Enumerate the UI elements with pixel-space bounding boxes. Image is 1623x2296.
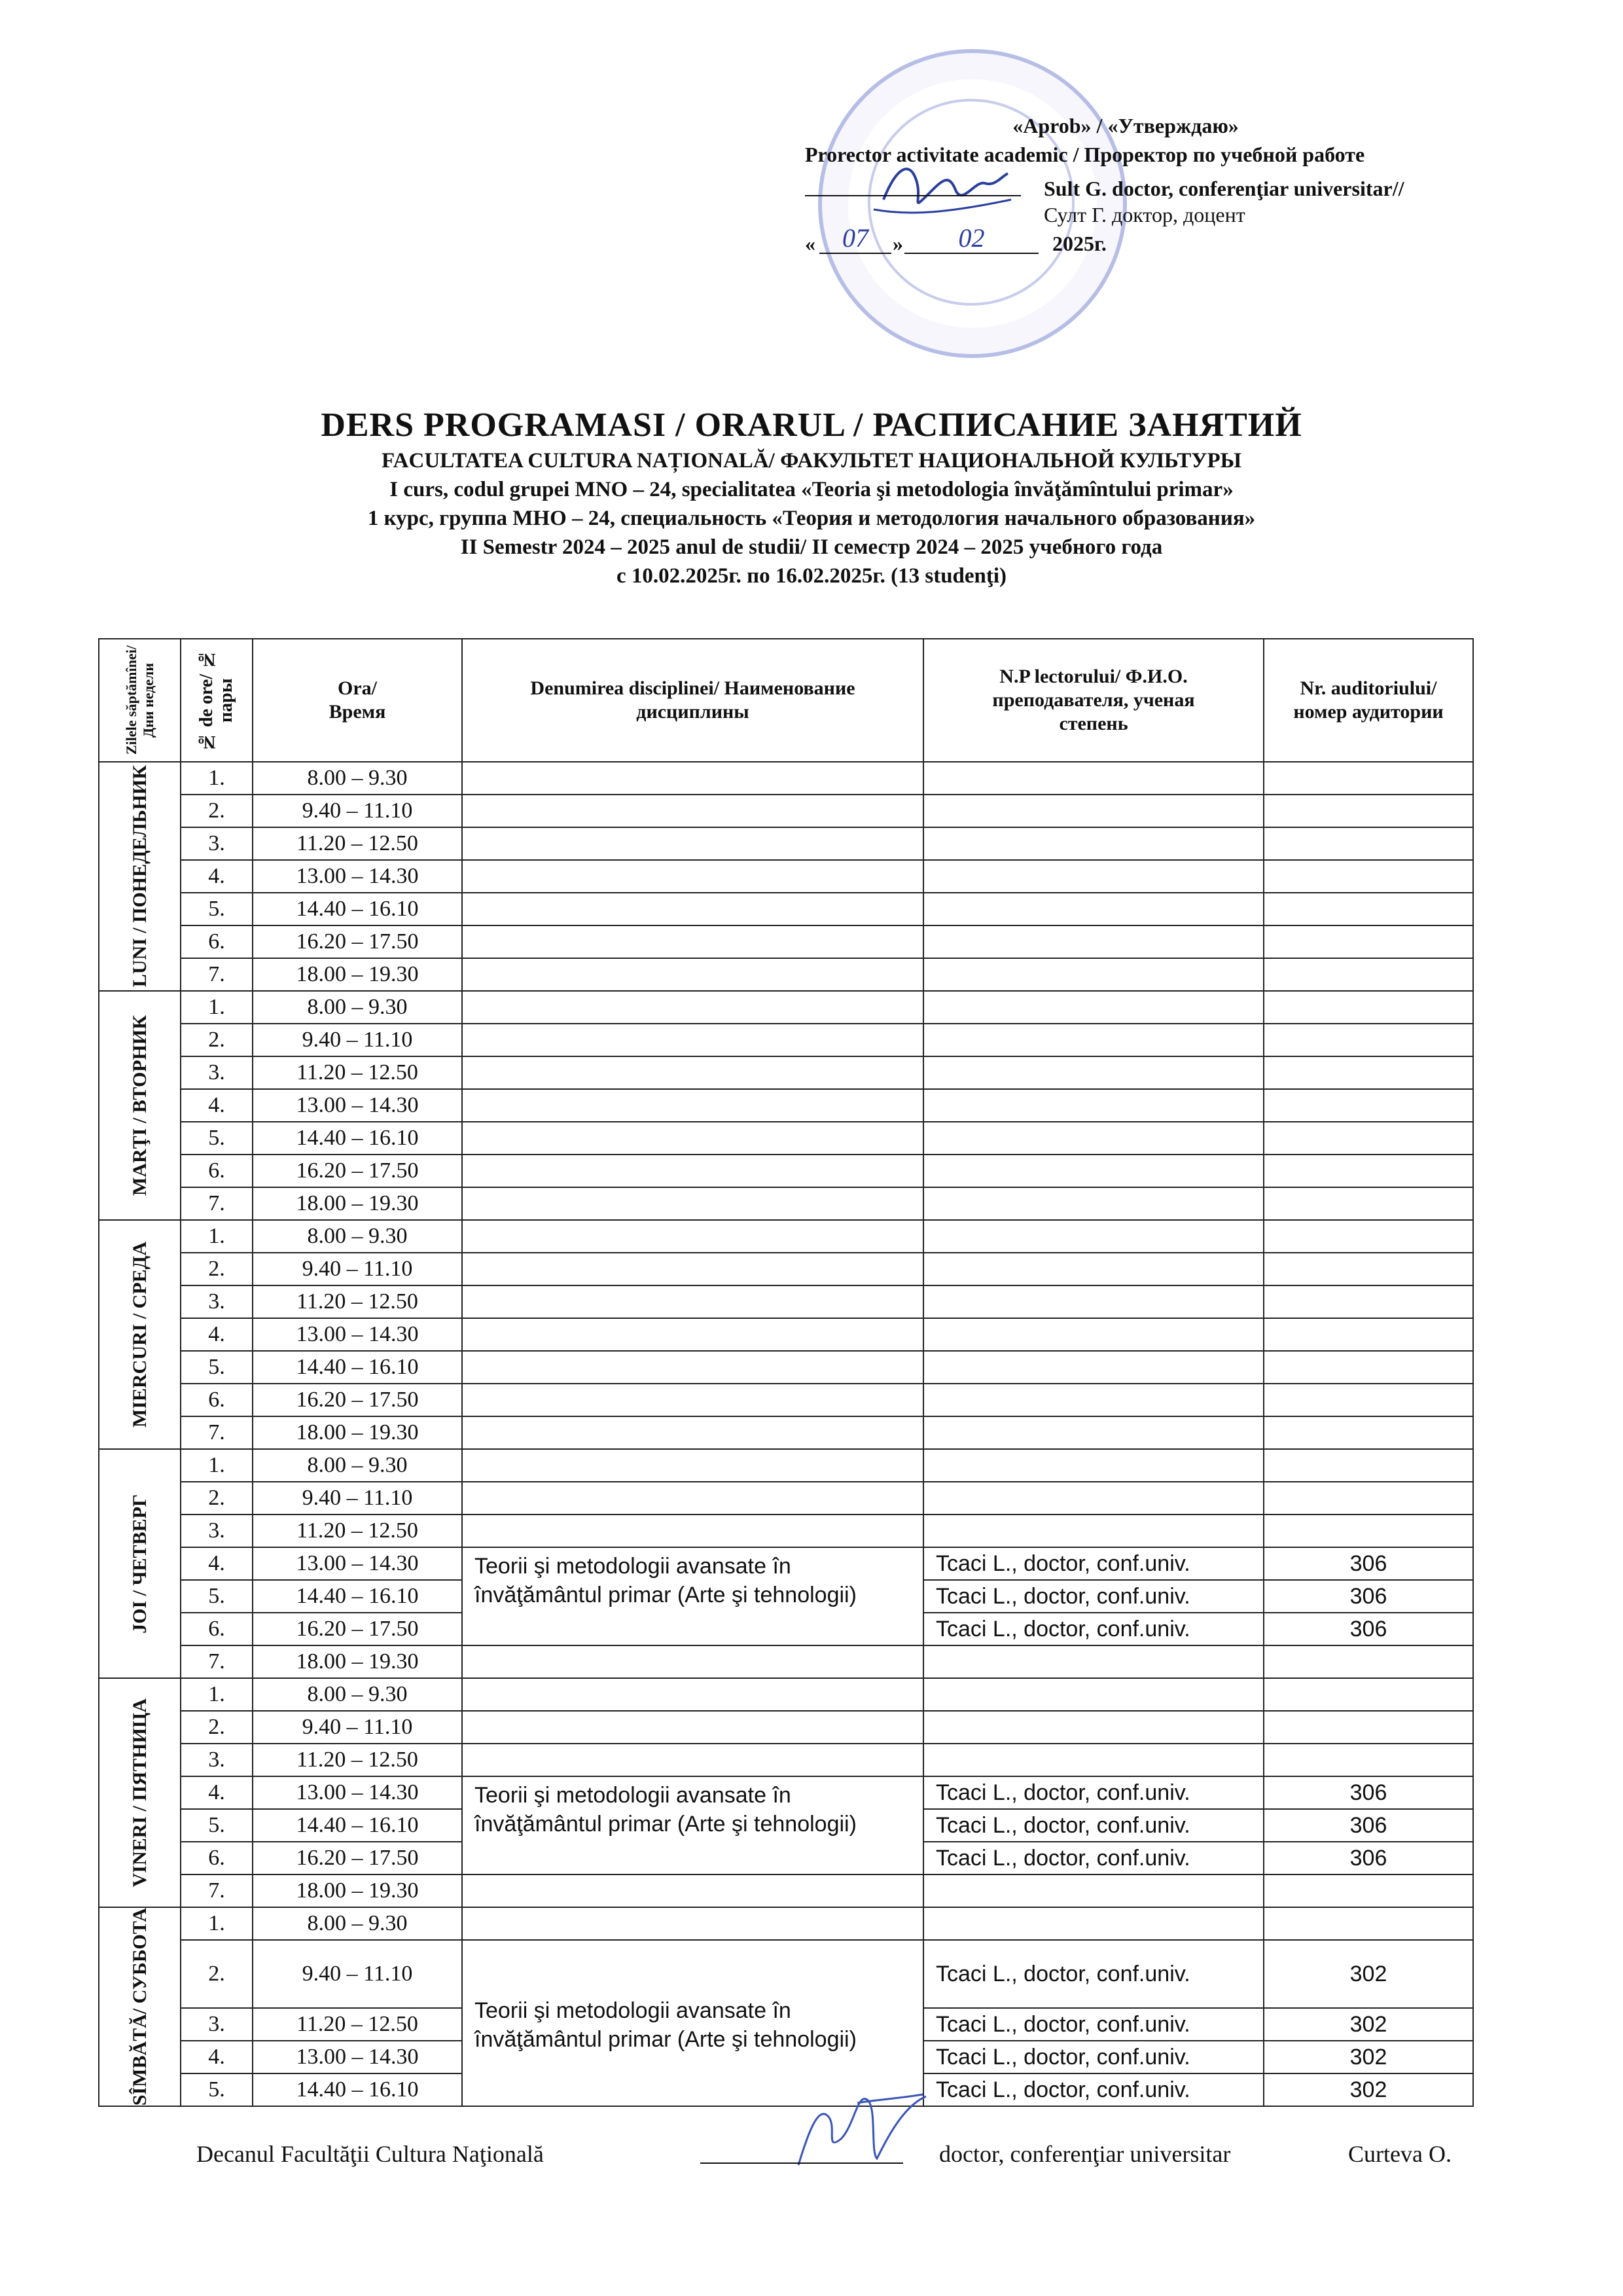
pair-number-cell: 7. xyxy=(181,1416,253,1449)
pair-number-cell: 6. xyxy=(181,1384,253,1416)
table-row xyxy=(99,1678,1473,1711)
empty-cell xyxy=(1264,1449,1473,1482)
faculty-name: FACULTATEA CULTURA NAȚIONALĂ/ ФАКУЛЬТЕТ НАЦИОНАЛЬНОЙ КУЛЬТУРЫ xyxy=(381,449,1242,473)
day-cell: LUNI / ПОНЕДЕЛЬНИК xyxy=(99,762,181,991)
empty-cell xyxy=(462,1449,923,1482)
date-open: « xyxy=(805,232,815,255)
date-month: 02 xyxy=(904,224,1039,254)
date-mid: » xyxy=(893,232,903,255)
pair-number-cell: 5. xyxy=(181,1809,253,1842)
group-ro: I curs, codul grupei MNO – 24, specialitatea «Teoria şi metodologia învăţămîntului primar» xyxy=(389,478,1234,501)
table-row xyxy=(99,1940,1473,2008)
empty-cell xyxy=(1264,1515,1473,1547)
signature-line xyxy=(805,195,1021,196)
pair-number-cell: 4. xyxy=(181,860,253,893)
empty-cell xyxy=(462,1253,923,1285)
empty-cell xyxy=(1264,795,1473,827)
time-cell: 11.20 – 12.50 xyxy=(253,1056,462,1089)
time-cell: 16.20 – 17.50 xyxy=(253,1384,462,1416)
time-cell: 13.00 – 14.30 xyxy=(253,1318,462,1351)
pair-number-cell: 4. xyxy=(181,1318,253,1351)
table-row xyxy=(99,1907,1473,1940)
empty-cell xyxy=(462,1155,923,1187)
header-lecturer: N.P lectorului/ Ф.И.О. преподавателя, ученая степень xyxy=(923,639,1264,762)
time-cell: 8.00 – 9.30 xyxy=(253,1449,462,1482)
room-cell: 306 xyxy=(1264,1842,1473,1874)
pair-number-cell: 1. xyxy=(181,762,253,795)
day-cell: SÎMBĂTĂ/ СУББОТА xyxy=(99,1907,181,2106)
empty-cell xyxy=(1264,1122,1473,1155)
table-row xyxy=(99,925,1473,958)
empty-cell xyxy=(462,925,923,958)
empty-cell xyxy=(462,1318,923,1351)
empty-cell xyxy=(923,1907,1264,1940)
lecturer-cell: Tcaci L., doctor, conf.univ. xyxy=(923,1547,1264,1580)
empty-cell xyxy=(462,1122,923,1155)
period: с 10.02.2025г. по 16.02.2025г. (13 studenţi) xyxy=(616,564,1007,588)
empty-cell xyxy=(462,1645,923,1678)
pair-number-cell: 4. xyxy=(181,1547,253,1580)
empty-cell xyxy=(923,1449,1264,1482)
empty-cell xyxy=(1264,1056,1473,1089)
approval-block xyxy=(805,111,1472,255)
time-cell: 16.20 – 17.50 xyxy=(253,925,462,958)
table-row xyxy=(99,860,1473,893)
empty-cell xyxy=(1264,1384,1473,1416)
empty-cell xyxy=(462,1744,923,1776)
table-row xyxy=(99,1056,1473,1089)
header-day: Zilele săptămînei/ Дни недели xyxy=(99,639,181,762)
empty-cell xyxy=(462,1711,923,1744)
table-row xyxy=(99,1645,1473,1678)
empty-cell xyxy=(1264,1907,1473,1940)
time-cell: 14.40 – 16.10 xyxy=(253,1580,462,1613)
time-cell: 11.20 – 12.50 xyxy=(253,1285,462,1318)
empty-cell xyxy=(923,1187,1264,1220)
empty-cell xyxy=(1264,1874,1473,1907)
time-cell: 18.00 – 19.30 xyxy=(253,1645,462,1678)
time-cell: 13.00 – 14.30 xyxy=(253,1776,462,1809)
time-cell: 9.40 – 11.10 xyxy=(253,1711,462,1744)
empty-cell xyxy=(923,1024,1264,1056)
empty-cell xyxy=(462,1678,923,1711)
pair-number-cell: 6. xyxy=(181,925,253,958)
pair-number-cell: 1. xyxy=(181,1678,253,1711)
room-cell: 302 xyxy=(1264,1940,1473,2008)
room-cell: 302 xyxy=(1264,2073,1473,2106)
pair-number-cell: 4. xyxy=(181,1776,253,1809)
empty-cell xyxy=(923,958,1264,991)
lecturer-cell: Tcaci L., doctor, conf.univ. xyxy=(923,2041,1264,2073)
day-cell: MIERCURI / СРЕДА xyxy=(99,1220,181,1449)
time-cell: 14.40 – 16.10 xyxy=(253,893,462,925)
empty-cell xyxy=(923,925,1264,958)
group-ru: 1 курс, группа МНО – 24, специальность «Теория и методология начального образования» xyxy=(367,507,1256,530)
time-cell: 18.00 – 19.30 xyxy=(253,1187,462,1220)
table-row xyxy=(99,958,1473,991)
lecturer-cell: Tcaci L., doctor, conf.univ. xyxy=(923,1613,1264,1645)
approval-line4: Султ Г. доктор, доцент xyxy=(1044,203,1245,226)
empty-cell xyxy=(923,1155,1264,1187)
pair-number-cell: 1. xyxy=(181,1220,253,1253)
table-row xyxy=(99,1874,1473,1907)
time-cell: 8.00 – 9.30 xyxy=(253,1220,462,1253)
empty-cell xyxy=(462,1089,923,1122)
pair-number-cell: 7. xyxy=(181,958,253,991)
table-row xyxy=(99,1384,1473,1416)
pair-number-cell: 6. xyxy=(181,1155,253,1187)
empty-cell xyxy=(923,893,1264,925)
table-row xyxy=(99,1482,1473,1515)
pair-number-cell: 6. xyxy=(181,1613,253,1645)
pair-number-cell: 3. xyxy=(181,1744,253,1776)
time-cell: 18.00 – 19.30 xyxy=(253,958,462,991)
pair-number-cell: 4. xyxy=(181,1089,253,1122)
time-cell: 9.40 – 11.10 xyxy=(253,795,462,827)
table-row xyxy=(99,795,1473,827)
time-cell: 13.00 – 14.30 xyxy=(253,860,462,893)
table-row xyxy=(99,1711,1473,1744)
empty-cell xyxy=(923,795,1264,827)
table-row xyxy=(99,1744,1473,1776)
time-cell: 14.40 – 16.10 xyxy=(253,1351,462,1384)
empty-cell xyxy=(923,1253,1264,1285)
empty-cell xyxy=(1264,1024,1473,1056)
empty-cell xyxy=(462,1384,923,1416)
time-cell: 14.40 – 16.10 xyxy=(253,1122,462,1155)
time-cell: 16.20 – 17.50 xyxy=(253,1842,462,1874)
lecturer-cell: Tcaci L., doctor, conf.univ. xyxy=(923,1809,1264,1842)
empty-cell xyxy=(1264,1220,1473,1253)
pair-number-cell: 2. xyxy=(181,795,253,827)
pair-number-cell: 2. xyxy=(181,1940,253,2008)
approval-line3: Sult G. doctor, conferenţiar universitar// xyxy=(1044,177,1404,200)
table-row xyxy=(99,1122,1473,1155)
time-cell: 13.00 – 14.30 xyxy=(253,2041,462,2073)
time-cell: 11.20 – 12.50 xyxy=(253,1515,462,1547)
header-row xyxy=(99,639,1473,762)
time-cell: 11.20 – 12.50 xyxy=(253,1744,462,1776)
empty-cell xyxy=(923,762,1264,795)
discipline-cell: Teorii şi metodologii avansate în învăţământul primar (Arte şi tehnologii) xyxy=(462,1547,923,1645)
empty-cell xyxy=(923,1744,1264,1776)
empty-cell xyxy=(462,1024,923,1056)
table-row xyxy=(99,1187,1473,1220)
table-row xyxy=(99,893,1473,925)
empty-cell xyxy=(923,1089,1264,1122)
empty-cell xyxy=(1264,827,1473,860)
header-pair: № de ore/ № пары xyxy=(181,639,253,762)
schedule-table xyxy=(98,638,1474,2107)
empty-cell xyxy=(462,893,923,925)
pair-number-cell: 1. xyxy=(181,991,253,1024)
empty-cell xyxy=(462,1874,923,1907)
time-cell: 11.20 – 12.50 xyxy=(253,2008,462,2041)
empty-cell xyxy=(462,991,923,1024)
dean-name: Curteva O. xyxy=(1348,2141,1452,2167)
empty-cell xyxy=(923,1384,1264,1416)
empty-cell xyxy=(462,860,923,893)
pair-number-cell: 2. xyxy=(181,1024,253,1056)
empty-cell xyxy=(1264,1416,1473,1449)
pair-number-cell: 3. xyxy=(181,1056,253,1089)
document-title-block xyxy=(92,404,1531,590)
empty-cell xyxy=(1264,1285,1473,1318)
empty-cell xyxy=(923,1285,1264,1318)
empty-cell xyxy=(1264,1678,1473,1711)
empty-cell xyxy=(923,991,1264,1024)
empty-cell xyxy=(462,958,923,991)
day-cell: JOI / ЧЕТВЕРГ xyxy=(99,1449,181,1678)
table-row xyxy=(99,1253,1473,1285)
lecturer-cell: Tcaci L., doctor, conf.univ. xyxy=(923,1940,1264,2008)
pair-number-cell: 7. xyxy=(181,1187,253,1220)
empty-cell xyxy=(1264,1318,1473,1351)
empty-cell xyxy=(923,1874,1264,1907)
empty-cell xyxy=(462,1351,923,1384)
table-row xyxy=(99,1416,1473,1449)
room-cell: 302 xyxy=(1264,2041,1473,2073)
table-row xyxy=(99,1220,1473,1253)
discipline-cell: Teorii şi metodologii avansate în învăţământul primar (Arte şi tehnologii) xyxy=(462,1776,923,1874)
table-row xyxy=(99,1155,1473,1187)
pair-number-cell: 7. xyxy=(181,1645,253,1678)
pair-number-cell: 1. xyxy=(181,1449,253,1482)
table-row xyxy=(99,1351,1473,1384)
table-row xyxy=(99,762,1473,795)
day-cell: VINERI / ПЯТНИЦА xyxy=(99,1678,181,1907)
table-row xyxy=(99,1547,1473,1580)
empty-cell xyxy=(1264,1351,1473,1384)
empty-cell xyxy=(923,1318,1264,1351)
lecturer-cell: Tcaci L., doctor, conf.univ. xyxy=(923,1842,1264,1874)
time-cell: 9.40 – 11.10 xyxy=(253,1253,462,1285)
empty-cell xyxy=(1264,1645,1473,1678)
empty-cell xyxy=(1264,1155,1473,1187)
time-cell: 16.20 – 17.50 xyxy=(253,1155,462,1187)
table-row xyxy=(99,1318,1473,1351)
empty-cell xyxy=(923,1122,1264,1155)
pair-number-cell: 5. xyxy=(181,2073,253,2106)
table-row xyxy=(99,827,1473,860)
empty-cell xyxy=(1264,1482,1473,1515)
empty-cell xyxy=(1264,991,1473,1024)
header-time: Ora/ Время xyxy=(253,639,462,762)
empty-cell xyxy=(462,1056,923,1089)
pair-number-cell: 5. xyxy=(181,1580,253,1613)
empty-cell xyxy=(1264,762,1473,795)
table-row xyxy=(99,1776,1473,1809)
time-cell: 16.20 – 17.50 xyxy=(253,1613,462,1645)
empty-cell xyxy=(462,1416,923,1449)
empty-cell xyxy=(1264,1744,1473,1776)
discipline-cell: Teorii şi metodologii avansate în învăţământul primar (Arte şi tehnologii) xyxy=(462,1940,923,2106)
table-row xyxy=(99,1449,1473,1482)
time-cell: 13.00 – 14.30 xyxy=(253,1089,462,1122)
approval-line1: «Aprob» / «Утверждаю» xyxy=(1012,114,1239,137)
empty-cell xyxy=(1264,1187,1473,1220)
empty-cell xyxy=(462,795,923,827)
pair-number-cell: 5. xyxy=(181,1351,253,1384)
dean-signature-line xyxy=(700,2162,903,2164)
table-row xyxy=(99,1024,1473,1056)
dean-label: Decanul Facultăţii Cultura Naţională xyxy=(196,2141,544,2167)
time-cell: 8.00 – 9.30 xyxy=(253,1907,462,1940)
empty-cell xyxy=(1264,925,1473,958)
day-cell: MARŢI / ВТОРНИК xyxy=(99,991,181,1220)
date-day: 07 xyxy=(819,224,891,254)
pair-number-cell: 1. xyxy=(181,1907,253,1940)
time-cell: 13.00 – 14.30 xyxy=(253,1547,462,1580)
document-title: DERS PROGRAMASI / ORARUL / РАСПИСАНИЕ ЗАНЯТИЙ xyxy=(321,406,1302,444)
empty-cell xyxy=(462,762,923,795)
time-cell: 18.00 – 19.30 xyxy=(253,1416,462,1449)
semester: II Semestr 2024 – 2025 anul de studii/ II семестр 2024 – 2025 учебного года xyxy=(460,535,1163,559)
time-cell: 8.00 – 9.30 xyxy=(253,762,462,795)
time-cell: 11.20 – 12.50 xyxy=(253,827,462,860)
time-cell: 9.40 – 11.10 xyxy=(253,1940,462,2008)
empty-cell xyxy=(1264,958,1473,991)
time-cell: 14.40 – 16.10 xyxy=(253,2073,462,2106)
empty-cell xyxy=(923,1056,1264,1089)
table-row xyxy=(99,1515,1473,1547)
time-cell: 14.40 – 16.10 xyxy=(253,1809,462,1842)
empty-cell xyxy=(923,1482,1264,1515)
pair-number-cell: 3. xyxy=(181,827,253,860)
time-cell: 9.40 – 11.10 xyxy=(253,1024,462,1056)
empty-cell xyxy=(1264,860,1473,893)
pair-number-cell: 2. xyxy=(181,1253,253,1285)
lecturer-cell: Tcaci L., doctor, conf.univ. xyxy=(923,2073,1264,2106)
empty-cell xyxy=(462,1285,923,1318)
empty-cell xyxy=(923,860,1264,893)
empty-cell xyxy=(923,1351,1264,1384)
pair-number-cell: 5. xyxy=(181,893,253,925)
empty-cell xyxy=(923,1711,1264,1744)
time-cell: 9.40 – 11.10 xyxy=(253,1482,462,1515)
dean-title: doctor, conferenţiar universitar xyxy=(939,2141,1231,2167)
date-year: 2025г. xyxy=(1052,232,1107,255)
pair-number-cell: 2. xyxy=(181,1482,253,1515)
empty-cell xyxy=(923,1515,1264,1547)
approval-line2: Prorector activitate academic / Проректор по учебной работе xyxy=(805,143,1365,166)
pair-number-cell: 2. xyxy=(181,1711,253,1744)
empty-cell xyxy=(462,1515,923,1547)
empty-cell xyxy=(1264,1089,1473,1122)
lecturer-cell: Tcaci L., doctor, conf.univ. xyxy=(923,1776,1264,1809)
empty-cell xyxy=(462,1187,923,1220)
room-cell: 302 xyxy=(1264,2008,1473,2041)
table-row xyxy=(99,1089,1473,1122)
pair-number-cell: 3. xyxy=(181,1515,253,1547)
pair-number-cell: 4. xyxy=(181,2041,253,2073)
empty-cell xyxy=(923,827,1264,860)
empty-cell xyxy=(462,1907,923,1940)
empty-cell xyxy=(462,827,923,860)
lecturer-cell: Tcaci L., doctor, conf.univ. xyxy=(923,1580,1264,1613)
time-cell: 8.00 – 9.30 xyxy=(253,1678,462,1711)
room-cell: 306 xyxy=(1264,1776,1473,1809)
room-cell: 306 xyxy=(1264,1613,1473,1645)
empty-cell xyxy=(923,1678,1264,1711)
room-cell: 306 xyxy=(1264,1809,1473,1842)
time-cell: 8.00 – 9.30 xyxy=(253,991,462,1024)
empty-cell xyxy=(1264,893,1473,925)
header-room: Nr. auditoriului/ номер аудитории xyxy=(1264,639,1473,762)
table-row xyxy=(99,991,1473,1024)
pair-number-cell: 5. xyxy=(181,1122,253,1155)
empty-cell xyxy=(923,1220,1264,1253)
empty-cell xyxy=(1264,1711,1473,1744)
empty-cell xyxy=(923,1416,1264,1449)
pair-number-cell: 7. xyxy=(181,1874,253,1907)
lecturer-cell: Tcaci L., doctor, conf.univ. xyxy=(923,2008,1264,2041)
room-cell: 306 xyxy=(1264,1547,1473,1580)
empty-cell xyxy=(462,1482,923,1515)
room-cell: 306 xyxy=(1264,1580,1473,1613)
pair-number-cell: 3. xyxy=(181,1285,253,1318)
header-discipline: Denumirea disciplinei/ Наименование дисциплины xyxy=(462,639,923,762)
time-cell: 18.00 – 19.30 xyxy=(253,1874,462,1907)
empty-cell xyxy=(923,1645,1264,1678)
pair-number-cell: 6. xyxy=(181,1842,253,1874)
empty-cell xyxy=(1264,1253,1473,1285)
table-row xyxy=(99,1285,1473,1318)
empty-cell xyxy=(462,1220,923,1253)
pair-number-cell: 3. xyxy=(181,2008,253,2041)
